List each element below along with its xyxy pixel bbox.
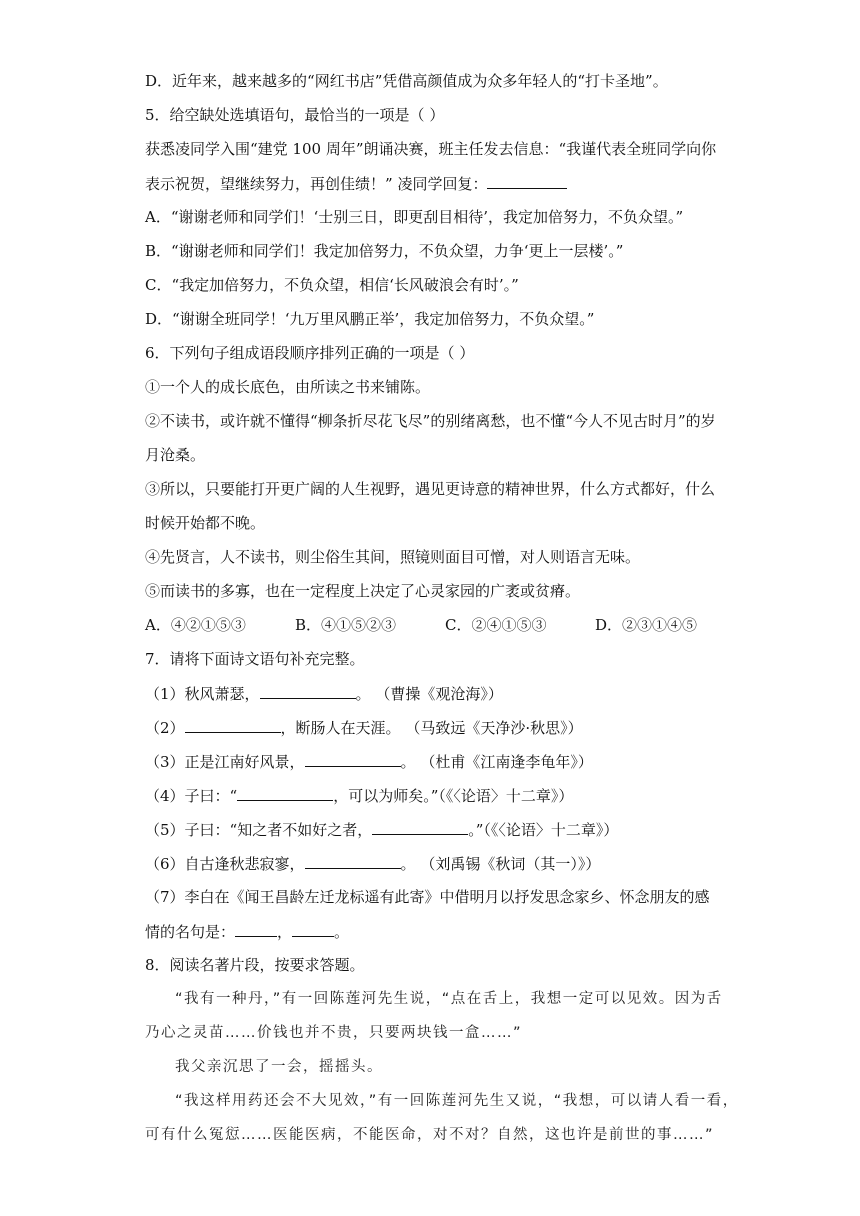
question-7-item-7-cont [145,921,349,942]
item-source: 。”（《〈论语〉十二章》） [468,821,619,839]
question-6-sentence-2: ②不读书，或许就不懂得“柳条折尽花飞尽”的别绪离愁，也不懂“今人不见古时月”的岁 [145,412,716,430]
answer-blank[interactable] [372,819,468,835]
passage-paragraph-1-cont: 乃心之灵苗……价钱也并不贵，只要两块钱一盒……” [145,1025,523,1041]
passage-paragraph-1: “我有一种丹，”有一回陈莲河先生说，“点在舌上，我想一定可以见效。因为舌 [175,991,723,1007]
item-text: （3）正是江南好风景， [145,753,305,771]
item-text: （1）秋风萧瑟， [145,685,260,703]
item-source: ，断肠人在天涯。 （马致远《天净沙·秋思》） [280,719,583,737]
question-7-stem: 7．请将下面诗文语句补充完整。 [145,650,365,668]
question-6-sentence-3-cont: 时候开始都不晚。 [145,514,266,532]
answer-blank[interactable] [185,717,281,733]
item-text: （2） [145,719,185,737]
question-5-context-text: 表示祝贺，望继续努力，再创佳绩！” 凌同学回复： [145,175,488,193]
question-6-sentence-3: ③所以，只要能打开更广阔的人生视野，遇见更诗意的精神世界，什么方式都好，什么 [145,480,716,498]
answer-blank[interactable] [305,751,401,767]
question-7-item-3 [145,751,593,772]
answer-blank[interactable] [305,853,401,869]
question-5-option-d: D．“谢谢全班同学！‘九万里风鹏正举’，我定加倍努力，不负众望。” [145,310,595,328]
question-6-option-a: A．④②①⑤③ [145,616,246,634]
passage-paragraph-3: “我这样用药还会不大见效，”有一回陈莲河先生又说，“我想，可以请人看一看， [175,1093,739,1109]
question-6-stem: 6．下列句子组成语段顺序排列正确的一项是（ ） [145,344,475,362]
question-5-stem: 5．给空缺处选填语句，最恰当的一项是（ ） [145,106,445,124]
question-6-option-c: C．②④①⑤③ [445,616,547,634]
item-source: 。 （杜甫《江南逢李龟年》） [400,753,593,771]
answer-blank[interactable] [237,785,333,801]
answer-blank[interactable] [487,173,567,189]
question-7-item-6 [145,853,600,874]
question-5-option-c: C．“我定加倍努力，不负众望，相信‘长风破浪会有时’。” [145,276,519,294]
question-6-sentence-4: ④先贤言，人不读书，则尘俗生其间，照镜则面目可憎，对人则语言无味。 [145,548,641,566]
question-6-sentence-2-cont: 月沧桑。 [145,446,206,464]
item-source: ，可以为师矣。”（《〈论语〉十二章》） [333,787,574,805]
item-source: 。 （曹操《观沧海》） [355,685,503,703]
item-punct: 。 [334,923,350,941]
question-5-context: 获悉凌同学入围“建党 100 周年”朗诵决赛，班主任发去信息：“我谨代表全班同学向你 [145,140,717,158]
question-7-item-5 [145,819,618,840]
question-7-item-2 [145,717,583,738]
question-7-item-7: （7）李白在《闻王昌龄左迁龙标遥有此寄》中借明月以抒发思念家乡、怀念朋友的感 [145,888,710,906]
question-6-option-b: B．④①⑤②③ [295,616,397,634]
question-6-option-d: D．②③①④⑤ [595,616,698,634]
answer-blank[interactable] [235,921,277,937]
question-7-item-1 [145,683,503,704]
question-8-stem: 8．阅读名著片段，按要求答题。 [145,956,365,974]
item-text: 情的名句是： [145,923,236,941]
passage-paragraph-3-cont: 可有什么冤愆……医能医病，不能医命，对不对？自然，这也许是前世的事……” [145,1127,715,1143]
question-5-context-cont [145,173,567,194]
answer-blank[interactable] [260,683,356,699]
answer-blank[interactable] [292,921,334,937]
item-punct: ， [277,923,293,941]
item-text: （6）自古逢秋悲寂寥， [145,855,305,873]
item-text: （4）子曰：“ [145,787,238,805]
question-5-option-b: B．“谢谢老师和同学们！我定加倍努力，不负众望，力争‘更上一层楼’。” [145,242,624,260]
question-6-sentence-1: ①一个人的成长底色，由所读之书来铺陈。 [145,378,431,396]
passage-paragraph-2: 我父亲沉思了一会，摇摇头。 [175,1059,383,1075]
question-7-item-4 [145,785,573,806]
question-4-option-d: D．近年来，越来越多的“网红书店”凭借高颜值成为众多年轻人的“打卡圣地”。 [145,72,668,90]
question-6-sentence-5: ⑤而读书的多寡，也在一定程度上决定了心灵家园的广袤或贫瘠。 [145,582,581,600]
item-source: 。 （刘禹锡《秋词（其一）》） [400,855,601,873]
item-text: （5）子曰：“知之者不如好之者， [145,821,373,839]
question-5-option-a: A．“谢谢老师和同学们！‘士别三日，即更刮目相待’，我定加倍努力，不负众望。” [145,208,684,226]
